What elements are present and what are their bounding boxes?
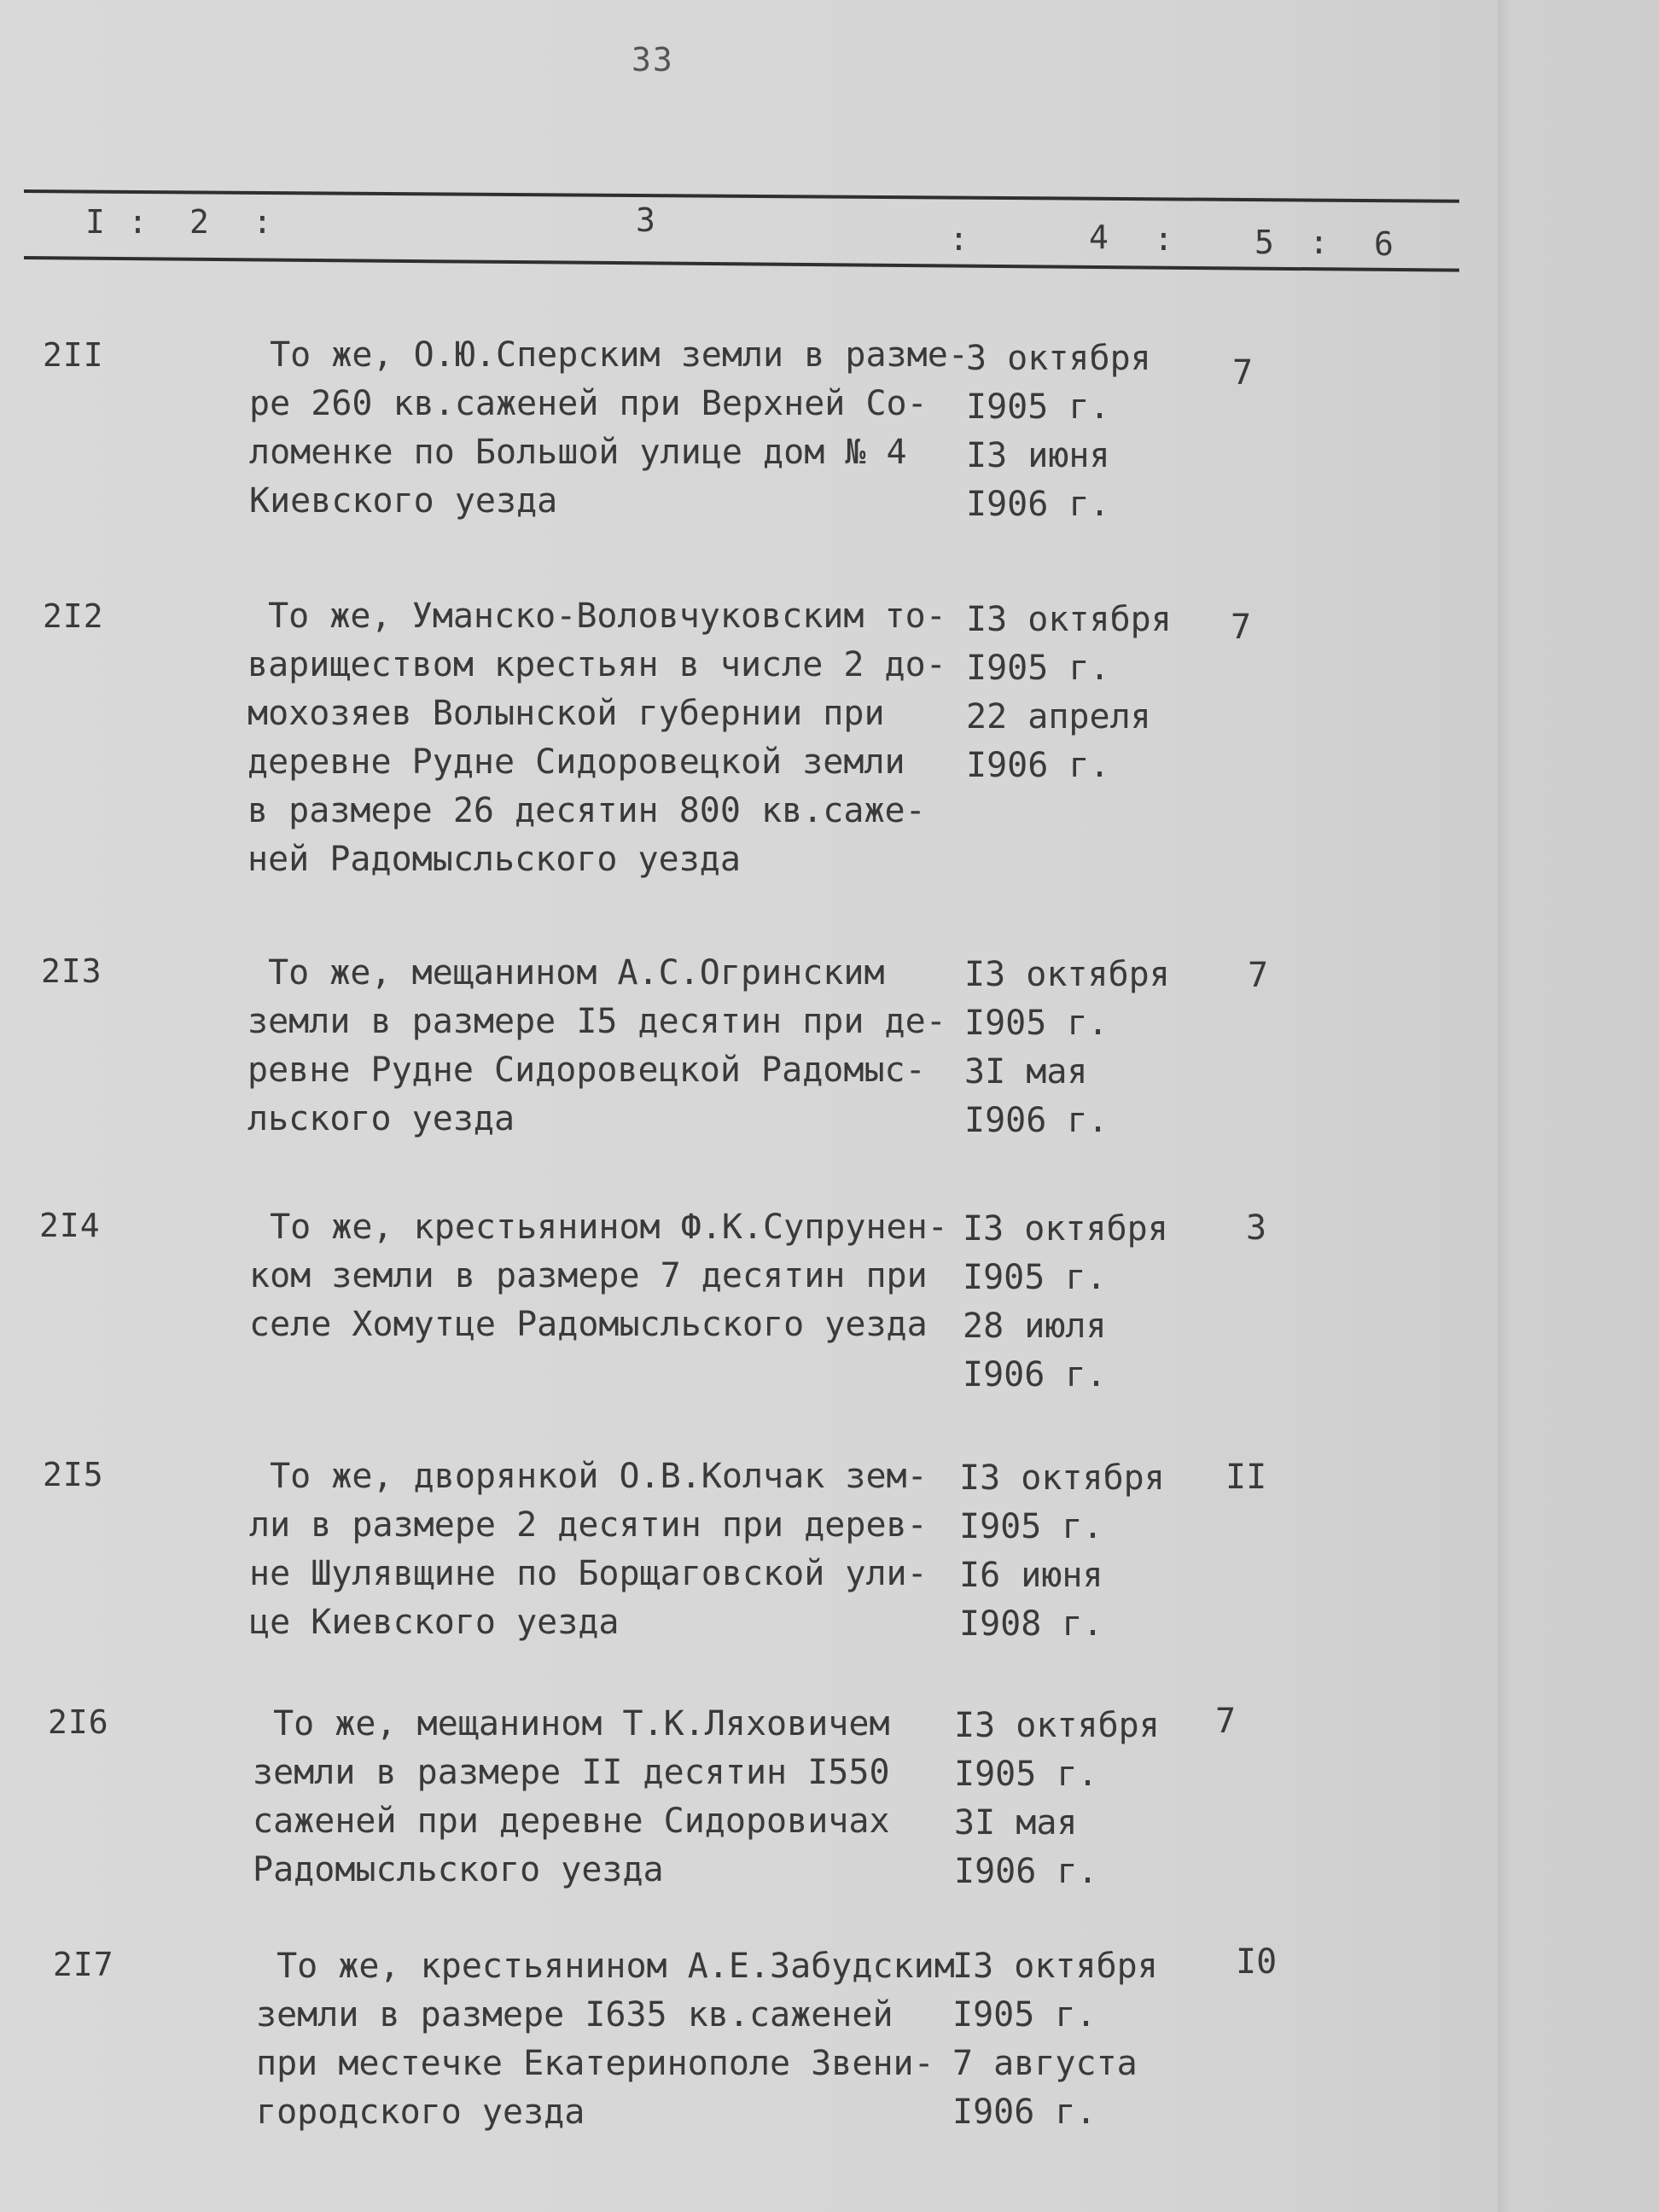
page-number: 33 [632, 41, 674, 79]
column-header-2: 2 [189, 203, 209, 241]
column-header-separator: : [1154, 220, 1173, 258]
column-header-4: 4 [1089, 218, 1109, 256]
entry-description: То же, мещанином А.С.Огринским земли в размере I5 десятин при де- ревне Рудне Сидоровецкой Радомыс- льского уезда [247, 953, 946, 1138]
column-header-1: I [85, 203, 105, 241]
entry-description: То же, О.Ю.Сперским земли в разме- ре 260 кв.саженей при Верхней Со- ломенке по Большой улице дом № 4 Киевского уезда [249, 335, 969, 521]
entry-description: То же, дворянкой О.В.Колчак зем- ли в размере 2 десятин при дерев- не Шулявщине по Борщаговской ули- це Киевского уезда [249, 1457, 928, 1642]
entry-dates: I3 октября I905 г. 3I мая I906 г. [954, 1706, 1160, 1891]
entry-number: 2I6 [48, 1703, 109, 1741]
entry-count: 7 [1232, 353, 1254, 393]
entry-description: То же, Уманско-Воловчуковским то- вариществом крестьян в числе 2 до- мохозяев Волынской губернии при деревне Рудне Сидоровецкой земли в размере 26 десятин 800 кв.саже- ней Радомысльского уезда [247, 597, 946, 879]
column-header-separator: : [949, 220, 969, 258]
entry-count: 7 [1231, 608, 1252, 647]
entry-number: 2I5 [43, 1456, 104, 1493]
entry-number: 2II [43, 336, 104, 374]
page-edge-shadow [1498, 0, 1659, 2212]
column-header-6: 6 [1374, 225, 1394, 263]
entry-description: То же, мещанином Т.К.Ляховичем земли в размере II десятин I550 саженей при деревне Сидоровичах Радомысльского уезда [253, 1704, 890, 1889]
table-header-bottom-rule [24, 256, 1459, 272]
entry-count: 7 [1248, 956, 1269, 995]
entry-dates: I3 октября I905 г. 7 августа I906 г. [952, 1947, 1158, 2132]
column-header-separator: : [1309, 224, 1329, 261]
entry-dates: 3 октября I905 г. I3 июня I906 г. [966, 339, 1151, 524]
entry-number: 2I3 [41, 952, 102, 990]
entry-count: 7 [1215, 1702, 1237, 1741]
entry-count: 3 [1246, 1208, 1267, 1248]
table-header-top-rule [24, 189, 1459, 203]
entry-dates: I3 октября I905 г. 28 июля I906 г. [963, 1209, 1168, 1394]
entry-dates: I3 октября I905 г. 22 апреля I906 г. [966, 600, 1172, 785]
entry-count: I0 [1236, 1942, 1278, 1982]
column-header-5: 5 [1254, 224, 1274, 261]
entry-description: То же, крестьянином А.Е.Забудским земли в размере I635 кв.саженей при местечке Екатеринополе Звени- городского уезда [256, 1947, 955, 2132]
column-header-3: 3 [636, 201, 655, 239]
entry-number: 2I4 [39, 1207, 101, 1244]
entry-number: 2I2 [43, 597, 104, 635]
entry-number: 2I7 [53, 1946, 114, 1983]
entry-dates: I3 октября I905 г. I6 июня I908 г. [959, 1458, 1165, 1644]
entry-count: II [1225, 1458, 1267, 1497]
entry-description: То же, крестьянином Ф.К.Супрунен- ком земли в размере 7 десятин при селе Хомутце Радомысльского уезда [249, 1208, 948, 1344]
column-header-separator: : [253, 203, 272, 241]
column-header-separator: : [128, 203, 148, 241]
entry-dates: I3 октября I905 г. 3I мая I906 г. [964, 955, 1170, 1140]
